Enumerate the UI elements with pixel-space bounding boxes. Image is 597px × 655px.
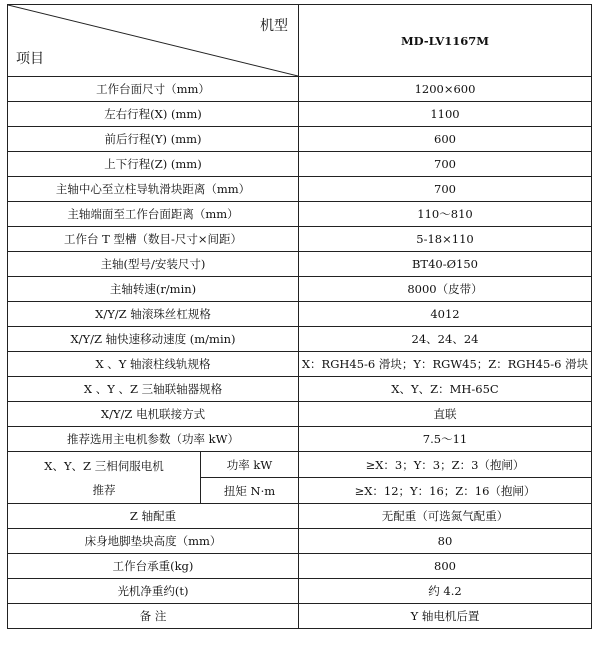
table-row bbox=[8, 579, 592, 604]
row-label: 左右行程(X) (mm) bbox=[8, 102, 299, 127]
spec-table-body bbox=[8, 5, 592, 629]
model-header-label: 机型 bbox=[260, 18, 288, 34]
row-value: 5-18×110 bbox=[299, 227, 592, 252]
row-label: X 、Y 轴滚柱线轨规格 bbox=[8, 352, 299, 377]
row-value: 约 4.2 bbox=[299, 579, 592, 604]
table-row bbox=[8, 604, 592, 629]
row-label: 工作台承重(kg) bbox=[8, 554, 299, 579]
table-row bbox=[8, 554, 592, 579]
servo-group-label-line1: X、Y、Z 三相伺服电机 bbox=[44, 458, 164, 473]
row-label: X 、Y 、Z 三轴联轴器规格 bbox=[8, 377, 299, 402]
row-label: Z 轴配重 bbox=[8, 504, 299, 529]
row-label: 前后行程(Y) (mm) bbox=[8, 127, 299, 152]
table-row bbox=[8, 327, 592, 352]
table-row bbox=[8, 352, 592, 377]
row-label: X/Y/Z 轴滚珠丝杠规格 bbox=[8, 302, 299, 327]
row-label: 主轴端面至工作台面距离（mm） bbox=[8, 202, 299, 227]
row-label: 上下行程(Z) (mm) bbox=[8, 152, 299, 177]
row-value: 24、24、24 bbox=[299, 327, 592, 352]
row-value: X：RGH45-6 滑块；Y：RGW45；Z：RGH45-6 滑块 bbox=[299, 352, 592, 377]
row-label: 床身地脚垫块高度（mm） bbox=[8, 529, 299, 554]
table-row bbox=[8, 127, 592, 152]
servo-torque-value: ≥X：12；Y：16；Z：16（抱闸） bbox=[299, 478, 592, 504]
row-value: 7.5～11 bbox=[299, 427, 592, 452]
row-value: 1200×600 bbox=[299, 77, 592, 102]
servo-group-label bbox=[8, 452, 201, 504]
row-value: 600 bbox=[299, 127, 592, 152]
table-row bbox=[8, 377, 592, 402]
row-label: 主轴中心至立柱导轨滑块距离（mm） bbox=[8, 177, 299, 202]
row-value: 80 bbox=[299, 529, 592, 554]
table-row bbox=[8, 202, 592, 227]
row-label: 备 注 bbox=[8, 604, 299, 629]
row-label: 主轴转速(r/min) bbox=[8, 277, 299, 302]
row-label: X/Y/Z 轴快速移动速度 (m/min) bbox=[8, 327, 299, 352]
item-header-label: 项目 bbox=[16, 51, 44, 67]
servo-row-power bbox=[8, 452, 592, 478]
table-row bbox=[8, 402, 592, 427]
table-row bbox=[8, 227, 592, 252]
table-row bbox=[8, 302, 592, 327]
row-value: 700 bbox=[299, 152, 592, 177]
row-value: 直联 bbox=[299, 402, 592, 427]
header-row bbox=[8, 5, 592, 77]
table-row bbox=[8, 152, 592, 177]
servo-power-label: 功率 kW bbox=[201, 452, 299, 478]
diagonal-line bbox=[8, 5, 298, 76]
row-label: 主轴(型号/安装尺寸) bbox=[8, 252, 299, 277]
model-name: MD-LV1167M bbox=[299, 5, 592, 77]
table-row bbox=[8, 177, 592, 202]
table-row bbox=[8, 277, 592, 302]
row-value: 110～810 bbox=[299, 202, 592, 227]
row-value: X、Y、Z：MH-65C bbox=[299, 377, 592, 402]
table-row bbox=[8, 427, 592, 452]
row-value: 1100 bbox=[299, 102, 592, 127]
table-row bbox=[8, 102, 592, 127]
row-label: 工作台面尺寸（mm） bbox=[8, 77, 299, 102]
header-diagonal-cell bbox=[8, 5, 299, 77]
row-label: X/Y/Z 电机联接方式 bbox=[8, 402, 299, 427]
row-value: 8000（皮带） bbox=[299, 277, 592, 302]
row-value: Y 轴电机后置 bbox=[299, 604, 592, 629]
servo-power-value: ≥X：3；Y：3；Z：3（抱闸） bbox=[299, 452, 592, 478]
row-value: 700 bbox=[299, 177, 592, 202]
row-label: 工作台 T 型槽（数目-尺寸×间距） bbox=[8, 227, 299, 252]
table-row bbox=[8, 504, 592, 529]
servo-group-label-line2: 推荐 bbox=[92, 482, 116, 497]
servo-torque-label: 扭矩 N·m bbox=[201, 478, 299, 504]
spec-table bbox=[7, 4, 592, 629]
row-value: 无配重（可选氮气配重） bbox=[299, 504, 592, 529]
row-label: 光机净重约(t) bbox=[8, 579, 299, 604]
row-value: 800 bbox=[299, 554, 592, 579]
table-row bbox=[8, 77, 592, 102]
table-row bbox=[8, 529, 592, 554]
row-value: 4012 bbox=[299, 302, 592, 327]
row-value: BT40-Ø150 bbox=[299, 252, 592, 277]
table-row bbox=[8, 252, 592, 277]
row-label: 推荐选用主电机参数（功率 kW） bbox=[8, 427, 299, 452]
